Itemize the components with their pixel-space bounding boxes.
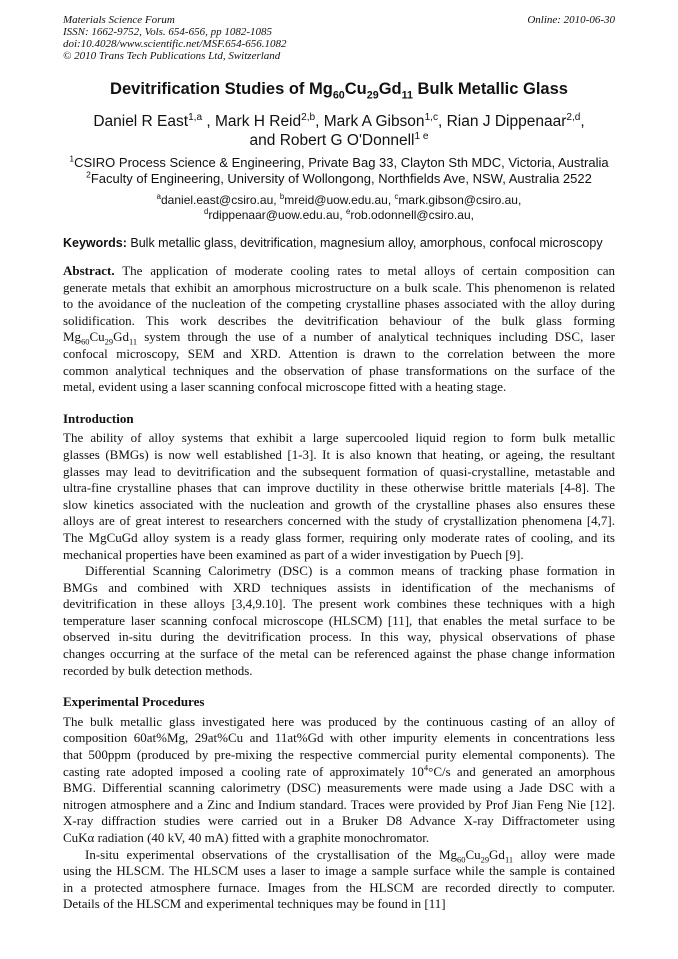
section-heading: Experimental Procedures — [63, 694, 205, 710]
abstract-line: confocal microscopy, SEM and XRD. Attention is drawn to the correlation between the more — [63, 345, 615, 361]
superscript: c — [394, 192, 399, 201]
superscript: 2,b — [301, 111, 316, 123]
section-heading: Introduction — [63, 410, 134, 426]
superscript: d — [204, 206, 209, 216]
text-line: CuKα radiation (40 kV, 40 mA) fitted with a graphite monochromator. — [63, 830, 430, 845]
text-line: glasses (BMGs) is now well established [1-3]. It is also known that heating, or ageing, the resultant — [63, 446, 615, 462]
superscript: e — [346, 206, 351, 216]
text-line: BMGs and combined with XRD techniques assists in identification of the mechanisms of — [63, 579, 615, 595]
doi-line: doi:10.4028/www.scientific.net/MSF.654-656.1082 — [63, 38, 287, 50]
keywords — [63, 236, 603, 250]
keywords-label: Keywords: — [63, 236, 127, 250]
keywords-text: Bulk metallic glass, devitrification, magnesium alloy, amorphous, confocal microscopy — [130, 236, 603, 250]
subscript: 29 — [480, 854, 490, 865]
email-line: $^a$daniel.east@csiro.au, $^b$mreid@uow.edu.au, $^c$mark.gibson@csiro.au, — [156, 192, 522, 207]
superscript: 2 — [86, 169, 91, 180]
abstract-line: solidification. This work describes the devitrification behaviour of the bulk glass forming — [63, 312, 615, 328]
text-line: in a protected atmosphere furnace. Images from the HLSCM are recorded directly to computer. — [63, 879, 615, 895]
journal-name: Materials Science Forum — [63, 14, 175, 26]
subscript: 11 — [401, 89, 413, 102]
text-line: alloys are of great interest to researchers concerned with the study of crystallization phenomena [4,7]. — [63, 513, 615, 529]
affiliations — [0, 155, 678, 187]
superscript: 4 — [423, 762, 429, 773]
author-line: Daniel R East$^{1,a}$ , Mark H Reid$^{2,b}$, Mark A Gibson$^{1,c}$, Rian J Dippenaar$^{2,d}$, — [93, 111, 585, 130]
text-line: composition 60at%Mg, 29at%Cu and 11at%Gd with other impurity elements in concentrations less — [63, 730, 615, 746]
subscript: 60 — [81, 336, 90, 347]
text-line: X-ray diffraction studies were carried out in a Bruker D8 Advance X-ray Diffractometer using — [63, 813, 615, 829]
emails — [0, 193, 678, 222]
abstract-text: The application of moderate cooling rates to metal alloys of certain composition can — [114, 263, 615, 278]
text-line: slow kinetics associated with the nucleation and growth of the crystalline phases also ensures these — [63, 496, 615, 512]
text-line: mechanical properties have been examined as part of a wider investigation by Puech [9]. — [63, 546, 524, 562]
text-line: recorded by bulk detection methods. — [63, 662, 253, 678]
text-line: BMG. Differential scanning calorimetry (DSC) measurements were made using a Jade DSC with a — [63, 780, 615, 796]
text-line: Differential Scanning Calorimetry (DSC) is a common means of tracking phase formation in — [85, 563, 615, 579]
subscript: 29 — [366, 89, 379, 102]
text-line: The bulk metallic glass investigated here was produced by the continuous casting of an alloy of — [63, 713, 615, 729]
superscript: b — [279, 192, 285, 201]
paper-body — [63, 263, 615, 913]
text-line: temperature laser scanning confocal microscope (HLSCM) [11], that enables the metal surface to be — [63, 612, 615, 628]
subscript: 11 — [129, 336, 138, 347]
paper-title: Devitrification Studies of $Mg_{60}Cu_{29}Gd_{11}$ Bulk Metallic Glass — [110, 80, 568, 102]
text-line: The MgCuGd alloy system is a ready glass former, requiring only moderate rates of cooling, and its — [63, 529, 615, 545]
text-line: Details of the HLSCM and experimental techniques may be found in [11] — [63, 896, 446, 912]
superscript: a — [156, 192, 161, 201]
text-line: ultra-fine crystalline phases that can improve ductility in these otherwise brittle materials [4-8]. The — [63, 480, 615, 496]
superscript: 1,a — [188, 111, 203, 123]
authors — [0, 112, 678, 150]
email-line: $^d$rdippenaar@uow.edu.au, $^e$rob.odonnell@csiro.au, — [204, 206, 474, 222]
paragraph — [63, 714, 615, 847]
abstract-label: Abstract. — [63, 263, 115, 278]
text-line: nitrogen atmosphere and a Zinc and Indium standard. Traces were provided by Prof Jian Feng Nie [12]. — [63, 796, 615, 812]
subscript: 11 — [504, 854, 514, 865]
subscript: 60 — [457, 854, 466, 865]
abstract-line: generate metals that exhibit an amorphous microstructure on a bulk scale. This phenomenon is related — [63, 279, 615, 295]
abstract-line: to the avoidance of the nucleation of the competing crystalline phases associated with the alloy during — [63, 296, 615, 312]
subscript: 29 — [104, 336, 114, 347]
issn-line: ISSN: 1662-9752, Vols. 654-656, pp 1082-1085 — [63, 26, 272, 38]
abstract-line — [63, 263, 615, 280]
abstract — [63, 263, 615, 396]
author-line: and Robert G O'Donnell$^{1 e}$ — [249, 130, 429, 149]
journal-header — [63, 14, 615, 62]
text-line: that 500ppm (produced by pre-mixing the respective commercial purity elemental components). The — [63, 747, 615, 763]
paragraph — [63, 563, 615, 679]
text-line: changes occurring at the surface of the metal can be referenced against the phase change information — [63, 646, 615, 662]
text-line: The ability of alloy systems that exhibit a large supercooled liquid region to form bulk metallic — [63, 430, 615, 446]
superscript: 1 — [69, 153, 75, 164]
subscript: 60 — [332, 89, 345, 102]
abstract-line: $Mg_{60}Cu_{29}Gd_{11}$ system through the use of a number of analytical techniques including DSC, laser — [63, 329, 615, 347]
paragraph — [63, 847, 615, 913]
text-line: using the HLSCM. The HLSCM uses a laser to image a sample surface while the sample is contained — [63, 863, 615, 879]
paragraph — [63, 430, 615, 563]
superscript: 1,c — [424, 111, 438, 123]
text-line: In-situ experimental observations of the crystallisation of the $Mg_{60}Cu_{29}Gd_{11}$ alloy were made — [85, 846, 615, 865]
text-line: glasses may lead to devitrification and the subsequent formation of quasi-crystalline, metastable and — [63, 463, 615, 479]
superscript: 2,d — [566, 111, 581, 123]
abstract-line: metal, evident using a laser scanning confocal microscope fitted with a heating stage. — [63, 379, 507, 395]
online-date: Online: 2010-06-30 — [527, 14, 615, 26]
copyright-line: © 2010 Trans Tech Publications Ltd, Switzerland — [63, 50, 281, 62]
affiliation: $^1$CSIRO Process Science & Engineering, Private Bag 33, Clayton Sth MDC, Victoria, Australia — [69, 153, 609, 170]
superscript: 1 e — [414, 130, 429, 142]
text-line: casting rate adopted imposed a cooling rate of approximately $10^4^\circ C/s$ and generated an amorphous — [63, 762, 616, 779]
text-line: devitrification in these alloys [3,4,9.10]. The present work combines these techniques with a high — [63, 596, 615, 612]
text-line: observed in-situ during the devitrification process. In this way, physical observations of phase — [63, 629, 615, 645]
affiliation: $^2$Faculty of Engineering, University of Wollongong, Northfields Ave, NSW, Australia 2522 — [86, 169, 592, 186]
abstract-line: common analytical techniques and the observation of phase transformations on the surface of the — [63, 362, 615, 378]
